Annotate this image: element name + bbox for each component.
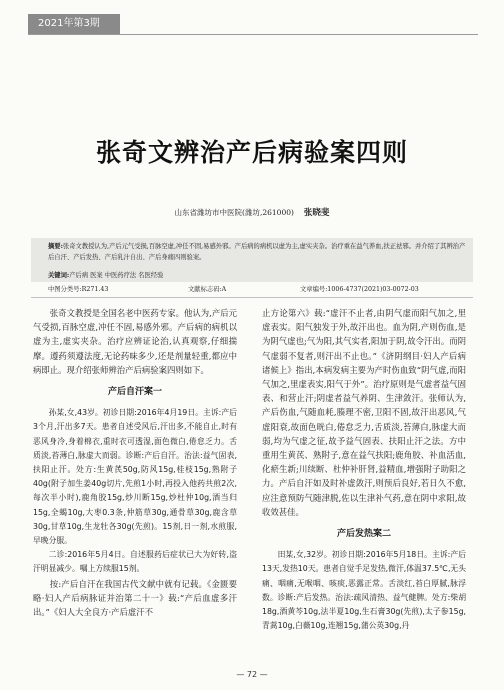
keywords-text: 产后病 医案 中医药疗法 名医经验 xyxy=(69,272,164,279)
abstract-text: 张奇文教授认为,产后元气受损,百脉空虚,冲任不固,易感外邪。产后病的病机以虚为主,虚实夹杂。治疗重在益气养血,扶正祛邪。并介绍了其辨治产后自汗、产后发热、产后乳汁自出、产后身痛四则验案。 xyxy=(48,243,466,261)
case1-followup: 二诊:2016年5月4日。自述服药后症状已大为好转,盗汗明显减少。嘱上方续服15剂。 xyxy=(33,550,237,574)
article-title: 张奇文辨治产后病验案四则 xyxy=(95,138,408,167)
left-column xyxy=(33,306,237,619)
affiliation: 山东省潍坊市中医院(潍坊,261000) xyxy=(174,208,294,217)
classification-row xyxy=(48,284,468,295)
section-heading-2: 产后发热案二 xyxy=(336,529,391,540)
header-rule xyxy=(28,34,478,35)
divider xyxy=(31,297,473,298)
affiliation-line xyxy=(0,206,504,218)
right-column xyxy=(262,306,466,633)
author-name: 张晓斐 xyxy=(303,208,330,218)
document-code: 文献标志码:A xyxy=(188,286,227,293)
issue-label: 2021年第3期 xyxy=(28,14,120,34)
abstract xyxy=(48,241,468,263)
case2-paragraph: 田某,女,32岁。初诊日期:2016年5月18日。主诉:产后13天,发热10天。患者自觉手足发热,微汗,体温37.5℃,无头痛、咽痛,无喉咽、咳痰,恶露正常。舌淡红,苔白厚腻,脉浮数。诊断:产后发热。治法:疏风清热、益气健脾。处方:柴胡18g,酒黄芩10g,法半夏10g,生石膏30g(先煎),太子参15g,青蒿10g,白薇10g,连翘15g,蒲公英30g,丹 xyxy=(262,550,467,631)
page-number: — 72 — xyxy=(236,670,268,679)
commentary-continued: 止方论第六》载:“虚汗不止者,由阴气虚而阳气加之,里虚表实。阳气独发于外,故汗出也。血为阴,产则伤血,是为阴气虚也;气为阳,其气实者,阳加于阴,故令汗出。而阴气虚弱不复者,则汗出不止也。”《济阴纲目·妇人产后病诸候上》指出,本病发病主要为产时伤血致“阴气虚,而阳气加之,里虚表实,阳气于外”。治疗原则是气虚者益气固表、和营止汗;阴虚者益气养阴、生津敛汗。张师认为,产后伤血,气随血耗,腠理不密,卫阳不固,故汗出恶风,气虚阳衰,故面色晄白,倦怠乏力,舌质淡,苔薄白,脉虚大而弱,均为气虚之征,故予益气固表、扶阳止汗之法。方中重用生黄芪、熟附子,意在益气扶阳;鹿角胶、补血活血,化瘀生新;川续断、杜仲补肝肾,益精血,增强附子助阳之力。产后自汗如及时补虚敛汗,则预后良好,若日久不愈,应注意预防气随津脱,佐以生津补气药,意在阴中求阳,故收效甚佳。 xyxy=(262,308,466,517)
case1-paragraph: 孙某,女,43岁。初诊日期:2016年4月19日。主诉:产后3个月,汗出多7天。患者自述受风后,汗出多,不能自止,时有恶风身冷,身着棉衣,重时衣可透湿,面色微白,倦怠乏力。舌质淡,苔薄白,脉虚大而弱。诊断:产后自汗。治法:益气固表,扶阳止汗。处方:生黄芪50g,防风15g,桂枝15g,熟附子40g(附子加生姜40g切片,先煎1小时,再投入他药共煎2次,每次半小时),鹿角胶15g,炒川断15g,炒杜仲10g,酒当归15g,全蝎10g,大枣0.3条,仲筋草30g,通骨草30g,鹿含草30g,甘草10g,生龙牡各30g(先煎)。15剂,日一剂,水煎服,早晚分服。 xyxy=(33,408,237,546)
keywords xyxy=(48,270,468,281)
clc-number: 中图分类号:R271.43 xyxy=(48,286,109,293)
intro-paragraph: 张奇文教授是全国名老中医药专家。他认为,产后元气受损,百脉空虚,冲任不固,易感外邪。产后病的病机以虚为主,虚实夹杂。治疗应辨证论治,认真观察,仔细揣摩。遵药须遵法度,无论药味多少,还是剂量轻重,都应中病即止。现介绍张师辨治产后病验案四则如下。 xyxy=(33,308,237,375)
keywords-label: 关键词: xyxy=(48,272,70,279)
section-heading-1: 产后自汗案一 xyxy=(107,387,162,398)
article-number: 文章编号:1006-4737(2021)03-0072-03 xyxy=(300,286,419,293)
case1-commentary: 按:产后自汗在我国古代文献中就有记载。《金匮要略·妇人产后病脉证并治第二十一》载:“产后血虚多汗出。”《妇人大全良方·产后虚汗不 xyxy=(33,578,237,618)
abstract-label: 摘要: xyxy=(48,243,63,250)
